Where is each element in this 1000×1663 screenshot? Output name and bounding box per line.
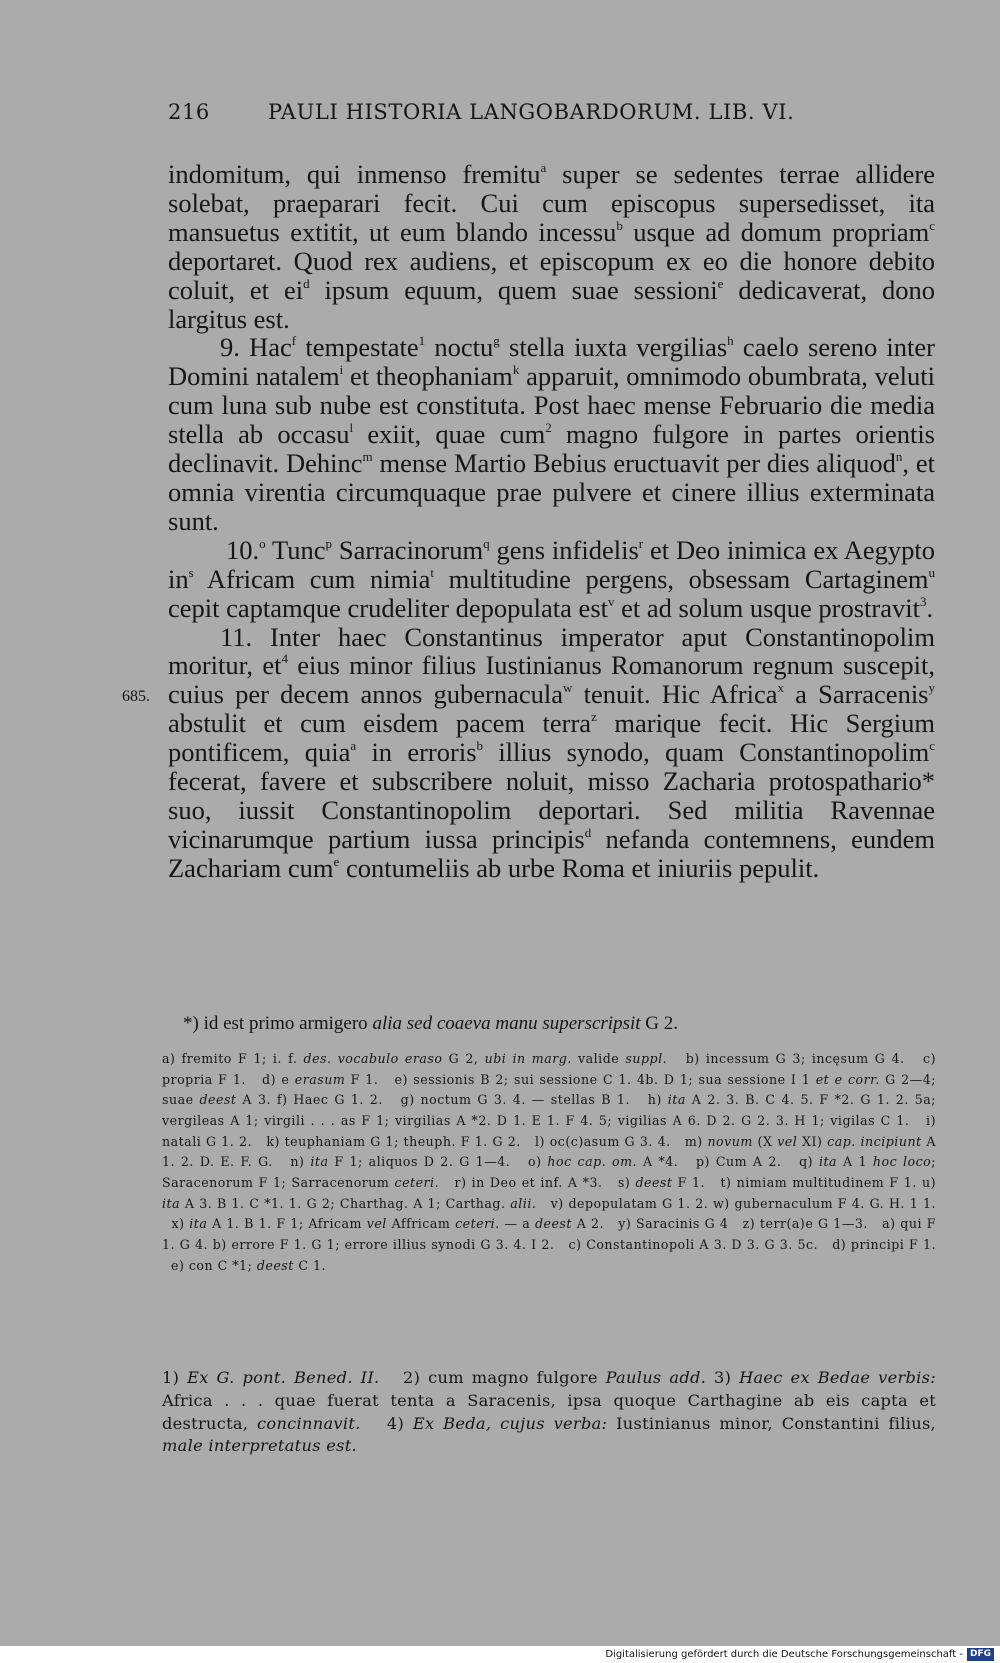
chapter-10: 10.$^o$ Tunc$^p$ Sarracinorum$^q$ gens infidelis$^r$ et Deo inimica ex Aegypto $in^s$ Africam cum nimia$^t$ multitudine pergens, obsessam Cartaginem$^u$ cepit captamque crudeliter depopulata est$^v$ et ad solum usque prostravit$^3$. [168,534,935,623]
digitization-footer [0,1646,1000,1663]
source-notes-text: 1) Ex G. pont. Bened. II. 2) cum magno fulgore Paulus add. 3) Haec ex Bedae verbis: Africa . . . quae fuerat tenta a Saracenis, ipsa quoque Carthagine ab eis capta et destructa, concinnavit. 4) Ex Beda, cujus verba: Iustinianus minor, Constantini filius, male interpretatus est. [162,1368,937,1456]
margin-year-note: 685. [122,688,150,705]
chapter-9: 9. Hac$^f$ tempestate$^1$ noctu$^g$ stella iuxta vergilias$^h$ caelo sereno inter Domini natalem$^i$ et theophaniam$^k$ apparuit, omnimodo obumbrata, veluti cum luna sub nube est constituta. Post haec mense Februario die media stella ab occasu$^l$ exiit, quae cum$^2$ magno fulgore in partes orientis declinavit. Dehinc$^m$ mense Martio Bebius eructuavit per dies aliquod$^n$, et omnia virentia circumquaque prae pulvere et cinere illius exterminata sunt. [168,332,935,536]
main-text [168,160,935,883]
footer-text: Digitalisierung gefördert durch die Deutsche Forschungsgemeinschaft - [605,1649,963,1660]
critical-apparatus [162,1049,936,1276]
dfg-logo-icon: DFG [967,1648,994,1661]
paragraph-continuation: indomitum, qui inmenso fremitu$^a$ super se sedentes terrae allidere solebat, praeparari fecit. Cui cum episcopus supersedisset, ita mansuetus extitit, ut eum blando incessu$^b$ usque ad domum propriam$^c$ deportaret. Quod rex audiens, et episcopum ex eo die honore debito coluit, et $ei^d$ ipsum equum, quem suae sessioni$^e$ dedicaverat, dono largitus est. [168,159,935,334]
running-title: PAULI HISTORIA LANGOBARDORUM. LIB. VI. [268,100,795,124]
chapter-11: 11. Inter haec Constantinus imperator aput Constantinopolim moritur, $et^4$ eius minor filius Iustinianus Romanorum regnum suscepit, cuius per decem annos gubernacula$^w$ tenuit. Hic Africa$^x$ a Sarracenis$^y$ abstulit et cum eisdem pacem terra$^z$ marique fecit. Hic Sergium pontificem, quia$^a$ in erroris$^b$ illius synodo, quam Constantinopolim$^c$ fecerat, favere et subscribere noluit, misso Zacharia protospathario* suo, iussit Constantinopolim deportari. Sed militia Ravennae vicinarumque partium iussa principis$^d$ nefanda contemnens, eundem Zachariam cum$^e$ contumeliis ab urbe Roma et iniuriis pepulit. [168,621,935,883]
source-notes [162,1367,936,1458]
asterisk-footnote: *) id est primo armigero alia sed coaeva manu superscripsit G 2. [183,1013,678,1034]
running-header [168,100,933,124]
apparatus-text: a) fremito F 1; i. f. des. vocabulo eraso G 2, ubi in marg. valide suppl. b) incessum G 3; incęsum G 4. c) propria F 1. d) e erasum F 1. e) sessionis B 2; sui sessione C 1. 4b. D 1; sua sessione I 1 et e corr. G 2—4; suae deest A 3. f) Haec G 1. 2. g) noctum G 3. 4. — stellas B 1. h) ita A 2. 3. B. C 4. 5. F *2. G 1. 2. 5a; vergileas A 1; virgili . . . as F 1; virgilias A *2. D 1. E 1. F 4. 5; vigilias A 6. D 2. G 2. 3. H 1; vigilas C 1. i) natali G 1. 2. k) teuphaniam G 1; theuph. F 1. G 2. l) oc(c)asum G 3. 4. m) novum (X vel XI) cap. incipiunt A 1. 2. D. E. F. G. n) ita F 1; aliquos D 2. G 1—4. o) hoc cap. om. A *4. p) Cum A 2. q) ita A 1 hoc loco; Saracenorum F 1; Sarracenorum ceteri. r) in Deo et inf. A *3. s) deest F 1. t) nimiam multitudinem F 1. u) ita A 3. B 1. C *1. 1. G 2; Charthag. A 1; Carthag. alii. v) depopulatam G 1. 2. w) gubernaculum F 4. G. H. 1 1. x) ita A 1. B 1. F 1; Africam vel Affricam ceteri. — a deest A 2. y) Saracinis G 4 z) terr(a)e G 1—3. a) qui F 1. G 4. b) errore F 1. G 1; errore illius synodi G 3. 4. I 2. c) Constantinopoli A 3. D 3. G 3. 5c. d) principi F 1. e) con C *1; deest C 1. [162,1051,937,1273]
page-number: 216 [168,100,210,124]
